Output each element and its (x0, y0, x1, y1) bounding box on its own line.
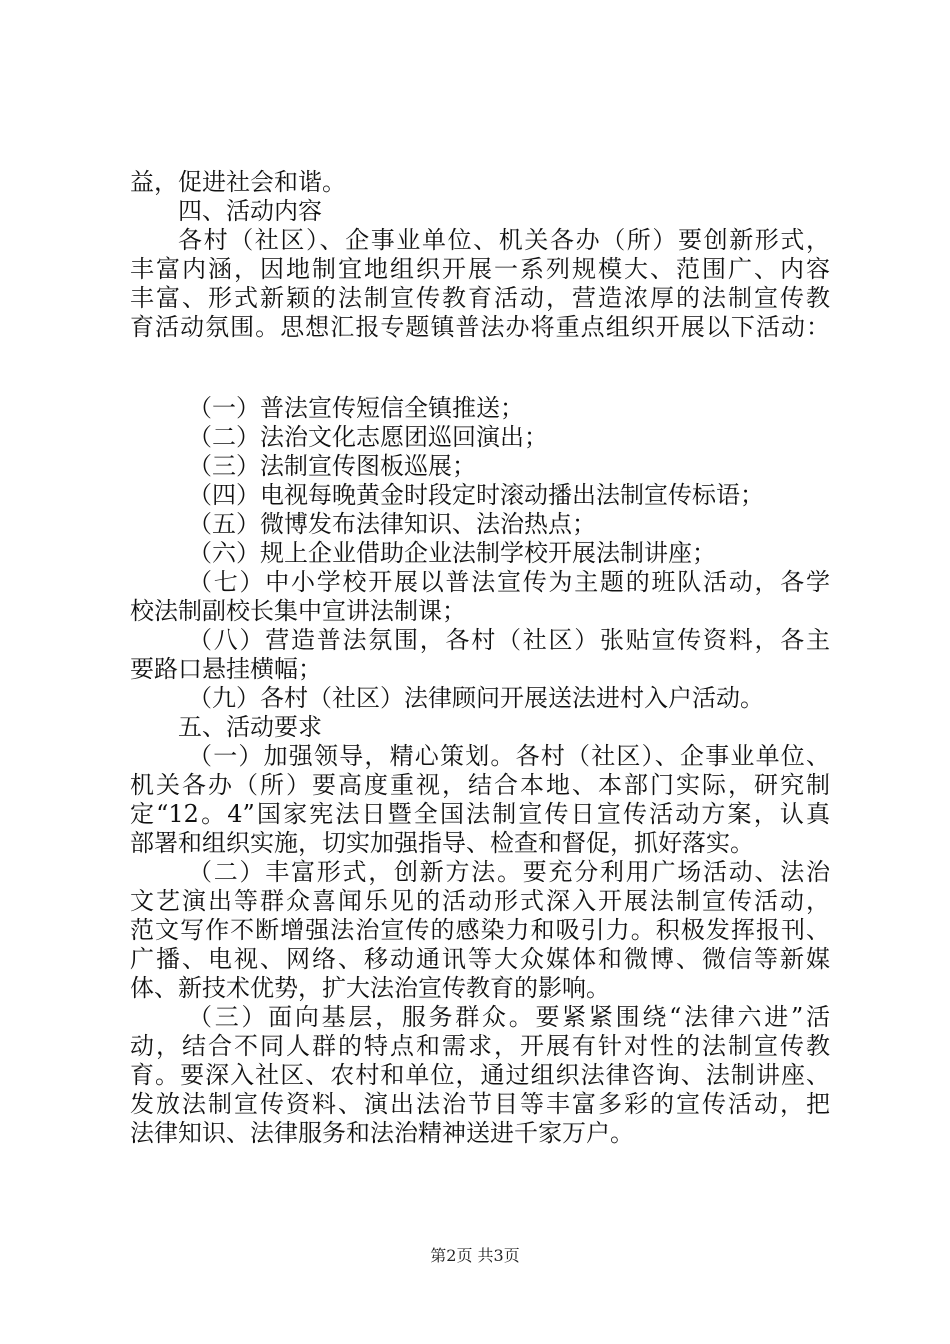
paragraph-line: 育活动氛围。思想汇报专题镇普法办将重点组织开展以下活动： (130, 313, 830, 341)
list-item: （七）中小学校开展以普法宣传为主题的班队活动，各学 (188, 568, 830, 596)
list-item: （九）各村（社区）法律顾问开展送法进村入户活动。 (188, 684, 764, 712)
paragraph-line: 部署和组织实施，切实加强指导、检查和督促，抓好落实。 (130, 829, 754, 857)
paragraph-line: 定“12。4”国家宪法日暨全国法制宣传日宣传活动方案，认真 (130, 800, 830, 828)
list-item: （四）电视每晚黄金时段定时滚动播出法制宣传标语； (188, 481, 764, 509)
list-item: （五）微博发布法律知识、法治热点； (188, 510, 596, 538)
paragraph-line: 体、新技术优势，扩大法治宣传教育的影响。 (130, 974, 610, 1002)
paragraph-line: 机关各办（所）要高度重视，结合本地、本部门实际，研究制 (130, 771, 830, 799)
paragraph-line: 丰富、形式新颖的法制宣传教育活动，营造浓厚的法制宣传教 (130, 284, 830, 312)
paragraph-line: 丰富内涵，因地制宜地组织开展一系列规模大、范围广、内容 (130, 255, 830, 283)
paragraph-line: 发放法制宣传资料、演出法治节目等丰富多彩的宣传活动，把 (130, 1090, 830, 1118)
paragraph-line: 动，结合不同人群的特点和需求，开展有针对性的法制宣传教 (130, 1032, 830, 1060)
list-item: （三）法制宣传图板巡展； (188, 452, 476, 480)
document-body (130, 168, 830, 1148)
paragraph-gap (130, 342, 830, 394)
paragraph-line: 法律知识、法律服务和法治精神送进千家万户。 (130, 1119, 634, 1147)
section-heading: 四、活动内容 (178, 197, 322, 225)
paragraph-line: 育。要深入社区、农村和单位，通过组织法律咨询、法制讲座、 (130, 1061, 830, 1089)
paragraph-line: 文艺演出等群众喜闻乐见的活动形式深入开展法制宣传活动， (130, 887, 830, 915)
text-line: 益，促进社会和谐。 (130, 168, 346, 196)
list-item: （六）规上企业借助企业法制学校开展法制讲座； (188, 539, 716, 567)
section-heading: 五、活动要求 (178, 713, 322, 741)
page-number-footer: 第2页 共3页 (430, 1246, 520, 1265)
list-item: （一）普法宣传短信全镇推送； (188, 394, 524, 422)
list-item-continuation: 要路口悬挂横幅； (130, 655, 322, 683)
paragraph-line: （二）丰富形式，创新方法。要充分利用广场活动、法治 (188, 858, 830, 886)
list-item-continuation: 校法制副校长集中宣讲法制课； (130, 597, 466, 625)
paragraph-line: 各村（社区）、企事业单位、机关各办（所）要创新形式， (178, 226, 830, 254)
paragraph-line: 广播、电视、网络、移动通讯等大众媒体和微博、微信等新媒 (130, 945, 830, 973)
paragraph-line: 范文写作不断增强法治宣传的感染力和吸引力。积极发挥报刊、 (130, 916, 830, 944)
list-item: （八）营造普法氛围，各村（社区）张贴宣传资料，各主 (188, 626, 830, 654)
paragraph-line: （三）面向基层，服务群众。要紧紧围绕“法律六进”活 (188, 1003, 830, 1031)
paragraph-line: （一）加强领导，精心策划。各村（社区）、企事业单位、 (188, 742, 830, 770)
list-item: （二）法治文化志愿团巡回演出； (188, 423, 548, 451)
